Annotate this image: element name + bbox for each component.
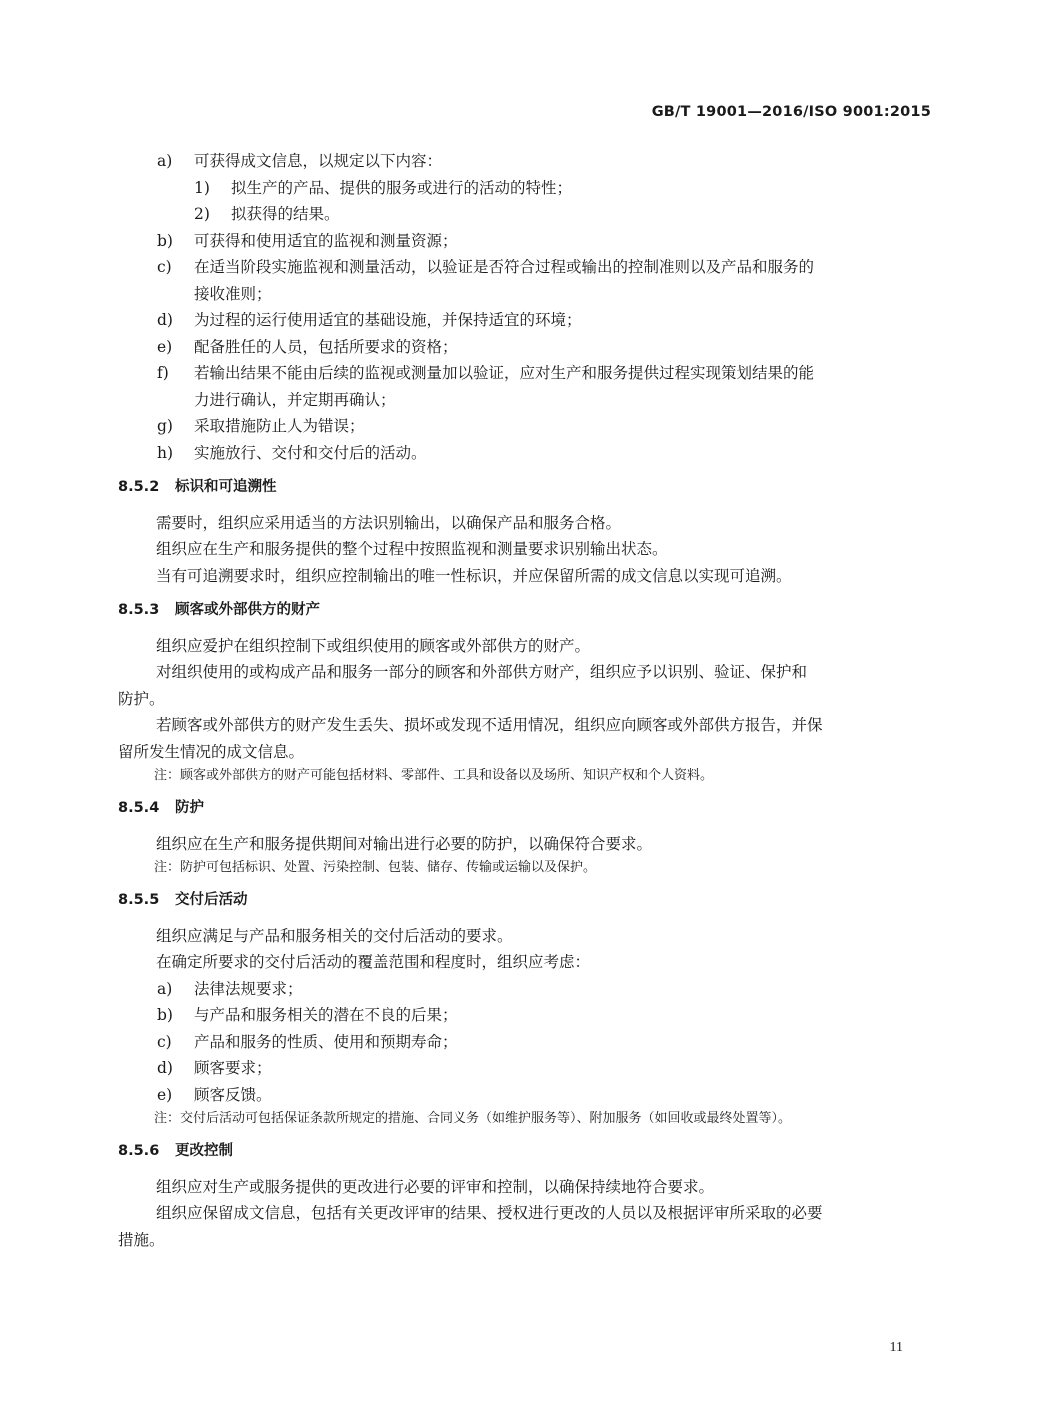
list-label: b) [157, 1006, 173, 1024]
note: 注：顾客或外部供方的财产可能包括材料、零部件、工具和设备以及场所、知识产权和个人资料。 [154, 768, 714, 783]
list-text: 采取措施防止人为错误； [194, 417, 365, 435]
list-label: g) [157, 417, 173, 435]
sub-list-item-2 [118, 201, 933, 228]
section-number: 8.5.6 [118, 1143, 160, 1159]
paragraph: 组织应在生产和服务提供期间对输出进行必要的防护，以确保符合要求。 [156, 834, 653, 853]
list-item [118, 1002, 933, 1029]
list-text: 可获得成文信息，以规定以下内容： [194, 152, 443, 170]
list-text: 若输出结果不能由后续的监视或测量加以验证，应对生产和服务提供过程实现策划结果的能 [194, 364, 815, 382]
paragraph: 需要时，组织应采用适当的方法识别输出，以确保产品和服务合格。 [156, 513, 622, 532]
list-label: h) [157, 443, 174, 462]
list-label: e) [157, 1085, 173, 1104]
list-text: 产品和服务的性质、使用和预期寿命； [194, 1032, 458, 1051]
list-item-b [118, 228, 933, 255]
paragraph: 若顾客或外部供方的财产发生丢失、损坏或发现不适用情况，组织应向顾客或外部供方报告，并保 [156, 716, 823, 734]
paragraph: 当有可追溯要求时，组织应控制输出的唯一性标识，并应保留所需的成文信息以实现可追溯。 [156, 566, 792, 585]
paragraph: 组织应对生产或服务提供的更改进行必要的评审和控制，以确保持续地符合要求。 [156, 1177, 715, 1196]
list-label: b) [157, 231, 173, 250]
section-number: 8.5.3 [118, 602, 160, 618]
list-text: 顾客要求； [194, 1059, 272, 1077]
section-title: 标识和可追溯性 [175, 479, 277, 495]
section-number: 8.5.4 [118, 800, 160, 816]
list-text: 顾客反馈。 [194, 1085, 272, 1104]
section-number: 8.5.2 [118, 479, 160, 495]
sub-list-text: 拟获得的结果。 [231, 205, 340, 223]
paragraph: 组织应满足与产品和服务相关的交付后活动的要求。 [156, 926, 513, 945]
list-label: a) [157, 979, 173, 998]
list-item [118, 1055, 933, 1082]
section-title: 更改控制 [175, 1143, 233, 1159]
section-heading-8-5-5 [118, 887, 933, 914]
note: 注：防护可包括标识、处置、污染控制、包装、储存、传输或运输以及保护。 [154, 860, 597, 875]
section-title: 交付后活动 [175, 892, 248, 908]
section-number: 8.5.5 [118, 892, 160, 908]
list-item-d [118, 307, 933, 334]
section-heading-8-5-2 [118, 474, 933, 501]
paragraph-continuation: 措施。 [118, 1230, 165, 1249]
paragraph: 在确定所要求的交付后活动的覆盖范围和程度时，组织应考虑： [156, 953, 591, 971]
sub-list-label: 1) [194, 178, 210, 197]
list-text: 实施放行、交付和交付后的活动。 [194, 443, 427, 462]
list-item-h [118, 440, 933, 467]
section-heading-8-5-3 [118, 597, 933, 624]
sub-list-text: 拟生产的产品、提供的服务或进行的活动的特性； [231, 178, 573, 197]
list-item-c-continuation: 接收准则； [194, 284, 272, 303]
page-number: 11 [889, 1340, 903, 1355]
list-item-f-continuation: 力进行确认，并定期再确认； [194, 390, 396, 409]
sub-list-label: 2) [194, 205, 210, 223]
paragraph: 组织应在生产和服务提供的整个过程中按照监视和测量要求识别输出状态。 [156, 540, 668, 558]
list-item-e [118, 334, 933, 361]
paragraph: 组织应保留成文信息，包括有关更改评审的结果、授权进行更改的人员以及根据评审所采取的必要 [156, 1204, 823, 1222]
list-text: 配备胜任的人员，包括所要求的资格； [194, 337, 458, 356]
list-label: d) [157, 1059, 173, 1077]
note: 注：交付后活动可包括保证条款所规定的措施、合同义务（如维护服务等）、附加服务（如回收或最终处置等）。 [154, 1111, 792, 1126]
list-label: c) [157, 258, 172, 276]
paragraph-continuation: 防护。 [118, 689, 165, 708]
list-item-g [118, 413, 933, 440]
section-title: 顾客或外部供方的财产 [175, 602, 320, 618]
list-item [118, 1082, 933, 1109]
list-item [118, 976, 933, 1003]
section-heading-8-5-4 [118, 795, 933, 822]
paragraph: 对组织使用的或构成产品和服务一部分的顾客和外部供方财产，组织应予以识别、验证、保护和 [156, 663, 808, 681]
list-text: 可获得和使用适宜的监视和测量资源； [194, 231, 458, 250]
list-text: 在适当阶段实施监视和测量活动，以验证是否符合过程或输出的控制准则以及产品和服务的 [194, 258, 815, 276]
list-item-a [118, 148, 933, 175]
section-title: 防护 [175, 800, 204, 816]
paragraph: 组织应爱护在组织控制下或组织使用的顾客或外部供方的财产。 [156, 636, 591, 655]
paragraph-continuation: 留所发生情况的成文信息。 [118, 742, 305, 761]
list-text: 与产品和服务相关的潜在不良的后果； [194, 1006, 458, 1024]
list-item-c [118, 254, 933, 281]
section-heading-8-5-6 [118, 1138, 933, 1165]
list-text: 法律法规要求； [194, 979, 303, 998]
sub-list-item-1 [118, 175, 933, 202]
list-label: c) [157, 1032, 172, 1051]
list-item-f [118, 360, 933, 387]
list-label: d) [157, 311, 173, 329]
list-label: e) [157, 337, 173, 356]
document-body [118, 148, 933, 1253]
page-header-standard-code: GB/T 19001—2016/ISO 9001:2015 [651, 104, 931, 120]
list-label: a) [157, 152, 173, 170]
list-text: 为过程的运行使用适宜的基础设施，并保持适宜的环境； [194, 311, 582, 329]
list-item [118, 1029, 933, 1056]
list-label: f) [157, 364, 169, 382]
